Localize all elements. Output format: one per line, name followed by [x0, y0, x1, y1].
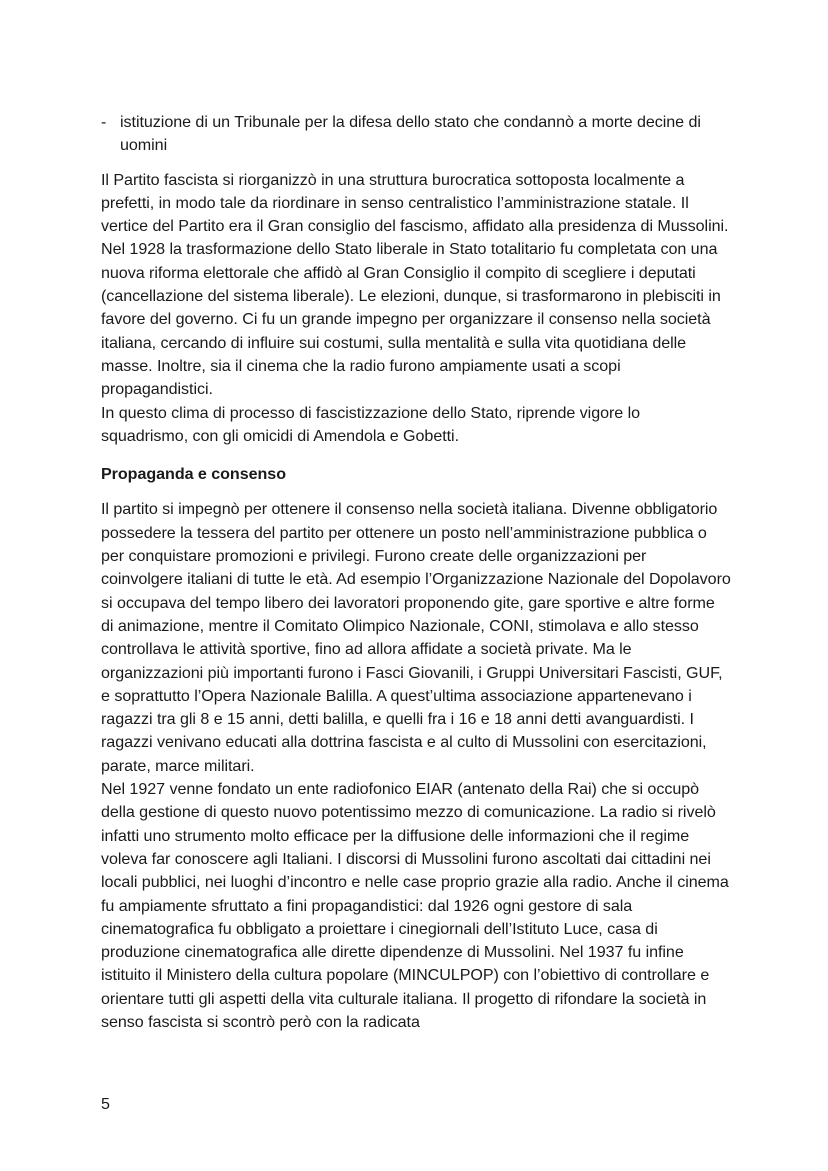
paragraph-stato-totalitario: Nel 1928 la trasformazione dello Stato liberale in Stato totalitario fu completata con una nuova riforma elettorale che affidò al Gran Consiglio il compito di scegliere i deputati (cancellazione del sistema liberale). Le elezioni, dunque, si trasformarono in plebisciti in favore del governo. Ci fu un grande impegno per organizzare il consenso nella società italiana, cercando di influire sui costumi, sulla mentalità e sulla vita quotidiana delle masse. Inoltre, sia il cinema che la radio furono ampiamente usati a scopi propagandistici.: [101, 240, 721, 399]
paragraph-squadrismo: In questo clima di processo di fascistizzazione dello Stato, riprende vigore lo squadrismo, con gli omicidi di Amendola e Gobetti.: [101, 403, 641, 445]
paragraph-partito-fascista: Il Partito fascista si riorganizzò in una struttura burocratica sottoposta localmente a prefetti, in modo tale da riordinare in senso centralistico l’amministrazione statale. Il vertice del Partito era il Gran consiglio del fascismo, affidato alla presidenza di Mussolini.: [101, 170, 729, 236]
page-number: 5: [101, 1095, 110, 1113]
bullet-dash: -: [101, 113, 107, 131]
section-heading: Propaganda e consenso: [101, 465, 286, 484]
paragraph-radio-cinema: Nel 1927 venne fondato un ente radiofonico EIAR (antenato della Rai) che si occupò della gestione di questo nuovo potentissimo mezzo di comunicazione. La radio si rivelò infatti uno strumento molto efficace per la diffusione delle informazioni che il regime voleva far conoscere agli Italiani. I discorsi di Mussolini furono ascoltati dai cittadini nei locali pubblici, nei luoghi d’incontro e nelle case proprio grazie alla radio. Anche il cinema fu ampiamente sfruttato a fini propagandistici: dal 1926 ogni gestore di sala cinematografica fu obbligato a proiettare i cinegiornali dell’Istituto Luce, casa di produzione cinematografica alle dirette dipendenze di Mussolini. Nel 1937 fu infine istituito il Ministero della cultura popolare (MINCULPOP) con l’obiettivo di controllare e orientare tutti gli aspetti della vita culturale italiana. Il progetto di rifondare la società in senso fascista si scontrò però con la radicata: [101, 780, 729, 1031]
bullet-item: [101, 111, 731, 158]
document-body: [101, 111, 731, 1034]
bullet-text: istituzione di un Tribunale per la difesa dello stato che condannò a morte decine di uomini: [120, 113, 701, 155]
paragraph-consenso: Il partito si impegnò per ottenere il consenso nella società italiana. Divenne obbligatorio possedere la tessera del partito per ottenere un posto nell’amministrazione pubblica o per conquistare promozioni e privilegi. Furono create delle organizzazioni per coinvolgere italiani di tutte le età. Ad esempio l’Organizzazione Nazionale del Dopolavoro si occupava del tempo libero dei lavoratori proponendo gite, gare sportive e altre forme di animazione, mentre il Comitato Olimpico Nazionale, CONI, stimolava e allo stesso controllava le attività sportive, fino ad allora affidate a società private. Ma le organizzazioni più importanti furono i Fasci Giovanili, i Gruppi Universitari Fascisti, GUF, e soprattutto l’Opera Nazionale Balilla. A quest’ultima associazione appartenevano i ragazzi tra gli 8 e 15 anni, detti balilla, e quelli fra i 16 e 18 anni detti avanguardisti. I ragazzi venivano educati alla dottrina fascista e al culto di Mussolini con esercitazioni, parate, marce militari.: [101, 500, 731, 775]
